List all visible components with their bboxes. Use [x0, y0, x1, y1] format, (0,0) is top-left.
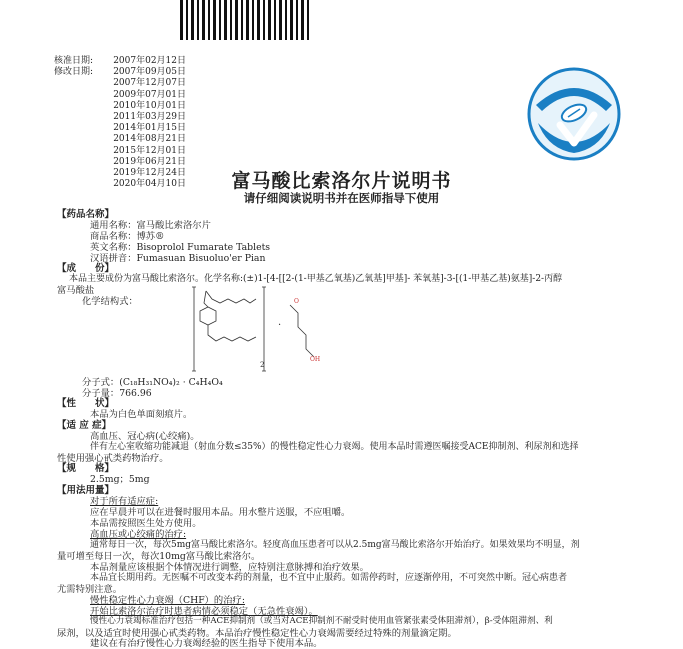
date-row: 2020年04月10日 [113, 179, 186, 190]
usage-line: 本品剂量应该根据个体情况进行调整，应特别注意脉搏和治疗效果。 [90, 562, 369, 573]
generic-name: 通用名称：富马酸比索洛尔片 [90, 220, 211, 231]
pinyin-name: 汉语拼音：Fumasuan Bisuoluo'er Pian [90, 253, 266, 264]
indication-line: 高血压、冠心病(心绞痛)。 [90, 431, 200, 442]
usage-line: 慢性心力衰竭标准治疗包括一种ACE抑制剂（或当对ACE抑制剂不耐受时使用血管紧张素受体阻滞剂），β-受体阻滞剂、利 [90, 616, 553, 626]
date-row: 2019年06月21日 [113, 156, 186, 167]
section-heading-ingredient: 【成 份】 [57, 263, 115, 274]
consistency-evaluation-logo [526, 65, 622, 163]
chemical-name: 本品主要成份为富马酸比索洛尔。化学名称:(±)1-[4-[[2-(1-甲基乙氧基)乙氧基]甲基]- 苯氧基]-3-[(1-甲基乙基)氨基]-2-丙醇 [69, 274, 563, 284]
section-heading-spec: 【规 格】 [57, 463, 115, 474]
structure-label: 化学结构式： [82, 296, 138, 307]
date-row: 修改日期: 2007年09月05日 [54, 67, 186, 78]
date-row: 2011年03月29日 [113, 112, 186, 123]
chemical-name-cont: 富马酸盐 [57, 285, 95, 296]
trade-name: 商品名称：博苏® [90, 231, 165, 242]
svg-text:2: 2 [260, 361, 265, 369]
usage-line: 量可增至每日一次，每次10mg富马酸比索洛尔。 [57, 551, 261, 562]
usage-line: 应在早晨并可以在进餐时服用本品。用水整片送服，不应咀嚼。 [90, 507, 351, 518]
svg-text:O: O [294, 298, 299, 305]
usage-subheading: 慢性稳定性心力衰竭（CHF）的治疗: [90, 595, 245, 606]
indication-line: 性使用强心甙类药物治疗。 [57, 453, 169, 464]
molecular-formula: 分子式：(C₁₈H₃₁NO₄)₂ · C₄H₄O₄ [82, 377, 223, 388]
english-name: 英文名称：Bisoprolol Fumarate Tablets [90, 242, 271, 253]
date-row: 2019年12月24日 [113, 168, 186, 179]
section-heading-character: 【性 状】 [57, 398, 115, 409]
spec-text: 2.5mg；5mg [90, 474, 150, 485]
usage-subheading: 对于所有适应症: [90, 496, 159, 507]
section-heading-indication: 【适 应 症】 [57, 420, 112, 431]
usage-subheading: 高血压或心绞痛的治疗: [90, 529, 187, 540]
chemical-structure [190, 283, 330, 375]
barcode [180, 0, 320, 40]
date-row: 2014年01月15日 [113, 123, 186, 134]
svg-text:·: · [278, 320, 282, 331]
date-row: 2010年10月01日 [113, 100, 186, 111]
usage-line: 尤需特别注意。 [57, 584, 123, 595]
page-title: 富马酸比索洛尔片说明书 [231, 170, 452, 192]
usage-line: 本品需按照医生处方使用。 [90, 518, 202, 529]
usage-line: 建议在有治疗慢性心力衰竭经验的医生指导下使用本品。 [90, 638, 323, 649]
usage-line: 本品宜长期用药。无医嘱不可改变本药的剂量，也不宜中止服药。如需停药时，应逐渐停用，不可突然中断。冠心病患者 [90, 573, 568, 583]
date-row: 核准日期: 2007年02月12日 [54, 56, 186, 66]
indication-line: 伴有左心室收缩功能减退（射血分数≤35%）的慢性稳定性心力衰竭。使用本品时需遵医嘱接受ACE抑制剂、利尿剂和选择 [90, 442, 579, 452]
date-row: 2014年08月21日 [113, 134, 186, 145]
date-row: 2007年12月07日 [113, 78, 186, 89]
molecular-weight: 分子量：766.96 [82, 388, 152, 399]
section-heading-usage: 【用法用量】 [57, 485, 115, 496]
date-row: 2015年12月01日 [113, 145, 186, 156]
usage-line: 通常每日一次，每次5mg富马酸比索洛尔。轻度高血压患者可以从2.5mg富马酸比索洛尔开始治疗。如果效果均不明显，剂 [90, 540, 580, 550]
section-heading-name: 【药品名称】 [57, 209, 115, 220]
svg-text:OH: OH [310, 356, 321, 363]
usage-line: 开始比索洛尔治疗时患者病情必须稳定（无急性衰竭）。 [90, 606, 318, 617]
date-row: 2009年07月01日 [113, 89, 186, 100]
page-subtitle: 请仔细阅读说明书并在医师指导下使用 [243, 191, 440, 205]
usage-line: 尿剂，以及适宜时使用强心甙类药物。本品治疗慢性稳定性心力衰竭需要经过特殊的剂量滴定期。 [57, 628, 457, 639]
character-text: 本品为白色单面刻痕片。 [90, 409, 193, 420]
